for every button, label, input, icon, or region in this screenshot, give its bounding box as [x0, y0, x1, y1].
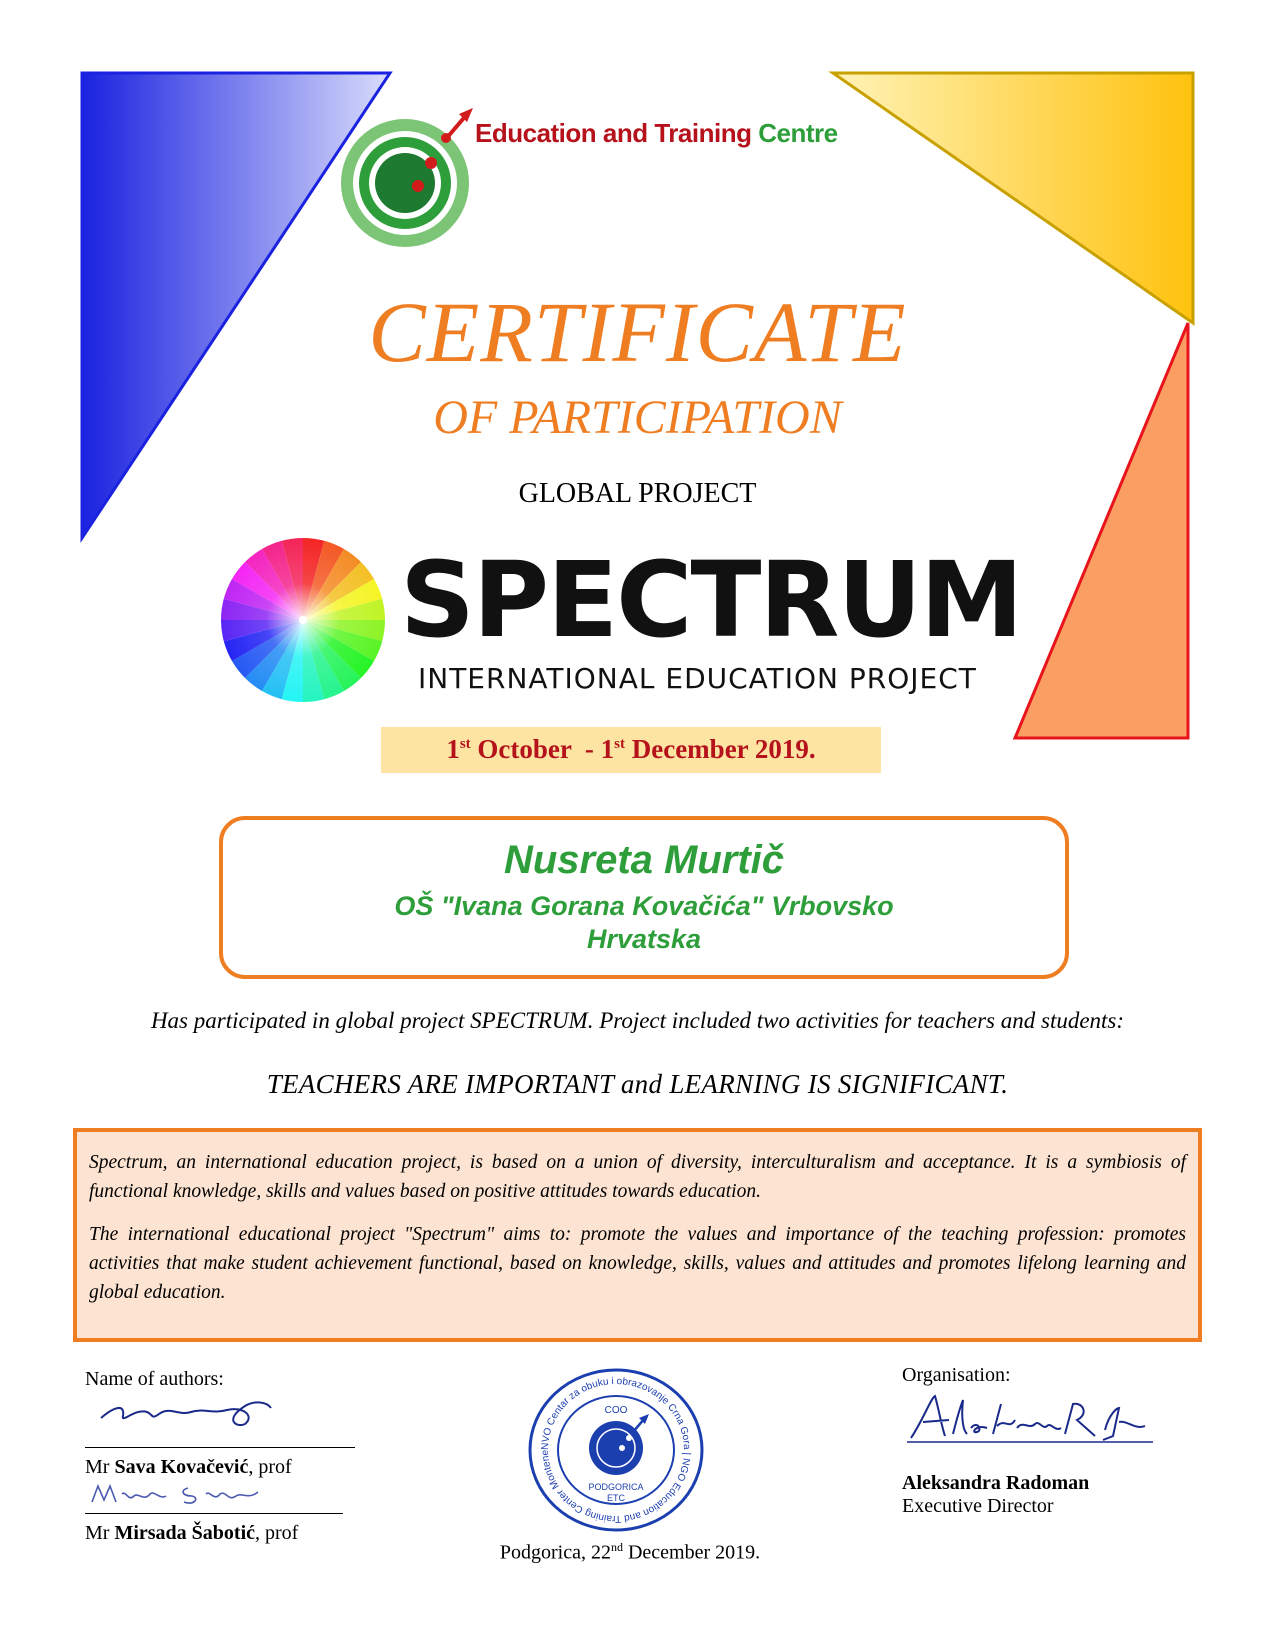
- orange-corner-triangle: [1015, 323, 1188, 738]
- description-paragraph-1: Spectrum, an international education project, is based on a union of diversity, interculturalism and acceptance. It is a symbiosis of functional knowledge, skills and values based on positive attitudes towards education.: [89, 1152, 1186, 1202]
- author2-name: Mirsada Šabotić: [114, 1522, 256, 1544]
- authors-label: Name of authors:: [85, 1368, 224, 1390]
- organisation-person-role: Executive Director: [902, 1495, 1054, 1517]
- start-day: 1: [446, 734, 460, 764]
- project-label: GLOBAL PROJECT: [518, 478, 757, 509]
- author1-suffix: , prof: [248, 1456, 292, 1478]
- place-day-suffix: nd: [610, 1540, 623, 1554]
- target-arrow-icon: [335, 108, 475, 248]
- seal-top-text: COO: [604, 1405, 628, 1416]
- place-text: Podgorica, 22: [499, 1541, 611, 1564]
- recipient-name: Nusreta Murtič: [503, 838, 785, 882]
- author2-title: Mr: [85, 1522, 110, 1544]
- start-month: October: [477, 734, 572, 764]
- end-day: 1: [600, 734, 615, 764]
- organisation-signature: [905, 1390, 1155, 1446]
- end-date-rest: December 2019.: [631, 734, 816, 764]
- author2: [85, 1522, 298, 1545]
- author2-signature-line: [85, 1513, 343, 1514]
- organisation-seal: [527, 1368, 705, 1532]
- description-box: [73, 1128, 1202, 1342]
- project-dates: [381, 734, 881, 765]
- org-name-part1: Education and Training: [475, 118, 752, 148]
- color-wheel-icon: [218, 535, 388, 705]
- recipient-school: OŠ "Ivana Gorana Kovačića" Vrbovsko: [394, 891, 894, 921]
- certificate-title: CERTIFICATE: [368, 284, 907, 380]
- recipient-country: Hrvatska: [586, 924, 702, 954]
- author2-suffix: , prof: [255, 1522, 299, 1544]
- end-day-suffix: st: [614, 736, 625, 752]
- date-separator: -: [584, 734, 594, 764]
- participation-text: Has participated in global project SPECTRUM. Project included two activities for teachers and students:: [150, 1008, 1125, 1033]
- author1: [85, 1456, 292, 1479]
- recipient-box: [219, 816, 1069, 979]
- organisation-label: Organisation:: [902, 1364, 1011, 1386]
- seal-bottom-text: ETC: [607, 1493, 625, 1503]
- start-day-suffix: st: [459, 736, 471, 752]
- author1-signature-line: [85, 1447, 355, 1448]
- project-tagline: INTERNATIONAL EDUCATION PROJECT: [418, 662, 977, 695]
- activities-text: TEACHERS ARE IMPORTANT and LEARNING IS SIGNIFICANT.: [266, 1069, 1009, 1099]
- organisation-person-name: Aleksandra Radoman: [902, 1472, 1090, 1494]
- org-name-part2: Centre: [758, 118, 838, 148]
- certificate-subtitle: OF PARTICIPATION: [433, 391, 842, 444]
- author1-name: Sava Kovačević: [114, 1456, 249, 1478]
- author2-signature: [88, 1480, 278, 1510]
- author1-title: Mr: [85, 1456, 110, 1478]
- author1-signature: [95, 1388, 275, 1432]
- project-name: SPECTRUM: [400, 539, 1022, 661]
- place-date: [430, 1540, 830, 1565]
- place-date-rest: December 2019.: [622, 1541, 761, 1564]
- seal-city: PODGORICA: [588, 1482, 644, 1492]
- org-name: [475, 118, 838, 149]
- seal-ring-text: NVO Centar za obuku i obrazovanje Crna Gora | NGO Education and Training Center Montene: [539, 1375, 693, 1525]
- description-paragraph-2: The international educational project "Spectrum" aims to: promote the values and importance of the teaching profession: promotes activities that make student achievement functional, based on knowledge, skills, values and attitudes and promotes lifelong learning and global education.: [89, 1224, 1186, 1303]
